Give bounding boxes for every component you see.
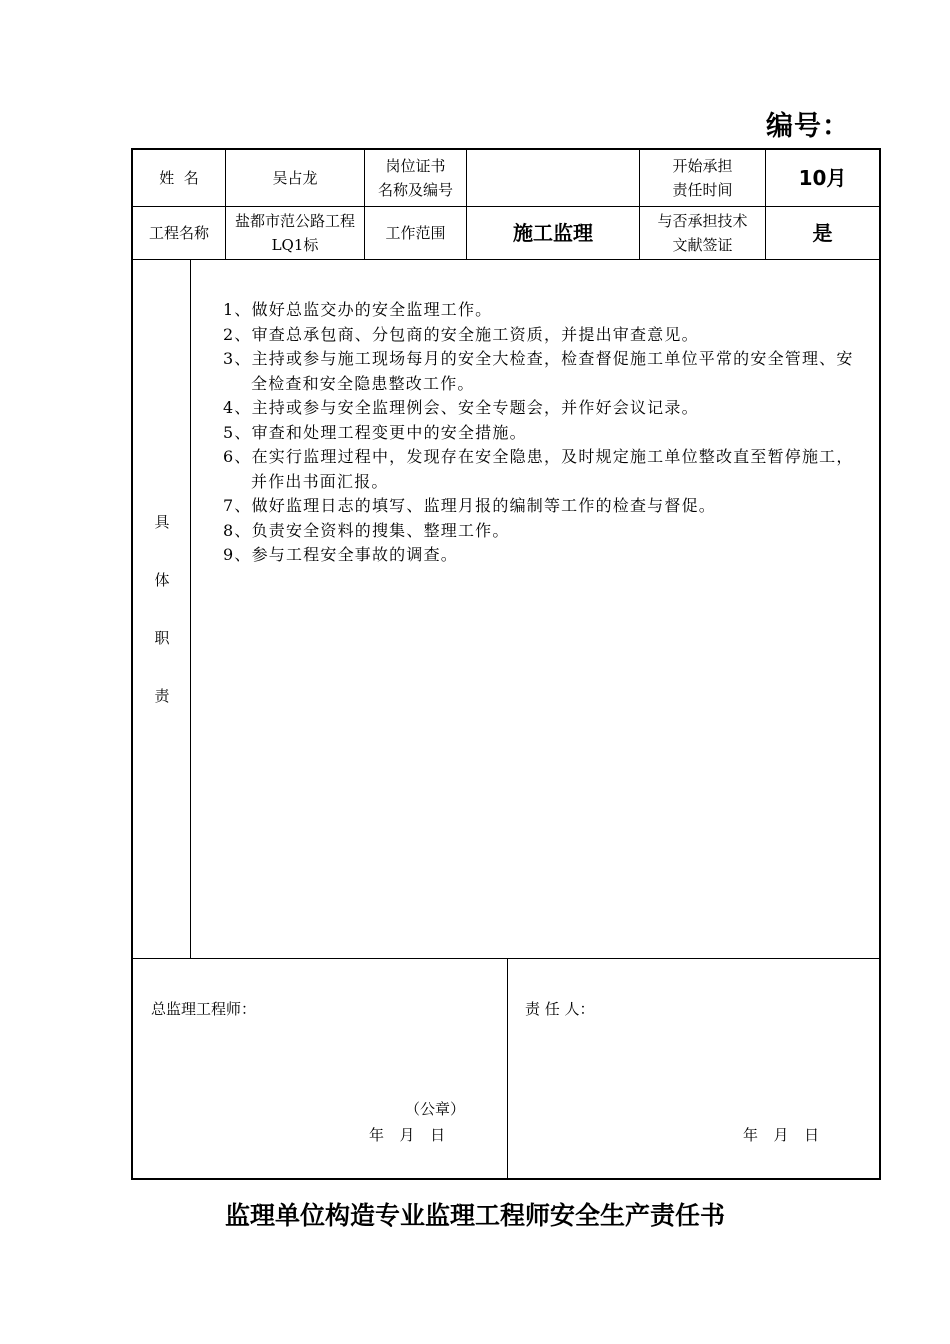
chief-engineer-label: 总监理工程师： [151, 1000, 257, 1018]
duty-item: 9、参与工程安全事故的调查。 [223, 545, 458, 564]
start-time-value [766, 150, 879, 206]
start-time-label-line2: 责任时间 [672, 181, 733, 199]
tech-signoff-label-line2: 文献签证 [672, 236, 733, 254]
tech-signoff-value [766, 207, 879, 259]
responsible-signature-date: 年 月 日 [743, 1126, 822, 1144]
certificate-label-line2: 名称及编号 [377, 181, 453, 199]
duties-label [133, 260, 191, 958]
project-value-line1: 盐都市范公路工程 [234, 212, 355, 230]
certificate-label [365, 150, 466, 206]
duties-label-char: 职 [154, 629, 170, 647]
project-label-text: 工程名称 [148, 224, 209, 242]
duty-item: 5、审查和处理工程变更中的安全措施。 [223, 422, 527, 442]
name-label-text: 姓 名 [159, 169, 199, 187]
certificate-value [467, 150, 639, 206]
duties-list [223, 298, 863, 568]
name-value-text: 吴占龙 [272, 169, 318, 187]
row-divider [133, 259, 879, 260]
tech-signoff-label [640, 207, 765, 259]
scope-label-text: 工作范围 [385, 224, 446, 242]
duties-label-char: 体 [154, 571, 170, 589]
official-seal-label: （公章） [405, 1100, 466, 1118]
start-time-label [640, 150, 765, 206]
duty-item: 4、主持或参与安全监理例会、安全专题会，并作好会议记录。 [223, 398, 699, 417]
responsibility-form [131, 148, 881, 1180]
name-label [133, 150, 225, 206]
chief-signature-date: 年 月 日 [369, 1126, 448, 1144]
start-time-label-line1: 开始承担 [672, 157, 733, 175]
duty-item: 2、审查总承包商、分包商的安全施工资质，并提出审查意见。 [223, 324, 699, 344]
duty-item: 1、做好总监交办的安全监理工作。 [223, 300, 493, 319]
scope-value [467, 207, 639, 259]
document-title: 监理单位构造专业监理工程师安全生产责任书 [224, 1201, 725, 1230]
responsible-person-label: 责 任 人： [525, 1000, 595, 1018]
scope-value-text: 施工监理 [513, 221, 593, 245]
duties-label-char: 具 [154, 513, 170, 531]
tech-signoff-value-text: 是 [812, 221, 833, 245]
project-label [133, 207, 225, 259]
row-divider [133, 958, 879, 959]
project-value-line2: LQ1标 [271, 236, 319, 254]
start-time-value-text: 10月 [798, 166, 847, 190]
name-value [226, 150, 364, 206]
column-divider [507, 958, 508, 1180]
certificate-label-line1: 岗位证书 [385, 157, 446, 175]
serial-number-label: 编号： [766, 111, 850, 142]
duty-item: 6、在实行监理过程中，发现存在安全隐患，及时规定施工单位整改直至暂停施工，并作出书面汇报。 [223, 447, 854, 491]
duty-item: 3、主持或参与施工现场每月的安全大检查，检查督促施工单位平常的安全管理、安全检查和安全隐患整改工作。 [223, 349, 854, 393]
tech-signoff-label-line1: 与否承担技术 [657, 212, 748, 230]
duties-label-char: 责 [154, 687, 170, 705]
duty-item: 7、做好监理日志的填写、监理月报的编制等工作的检查与督促。 [223, 496, 716, 515]
scope-label [365, 207, 466, 259]
project-value [226, 207, 364, 259]
duty-item: 8、负责安全资料的搜集、整理工作。 [223, 520, 510, 540]
